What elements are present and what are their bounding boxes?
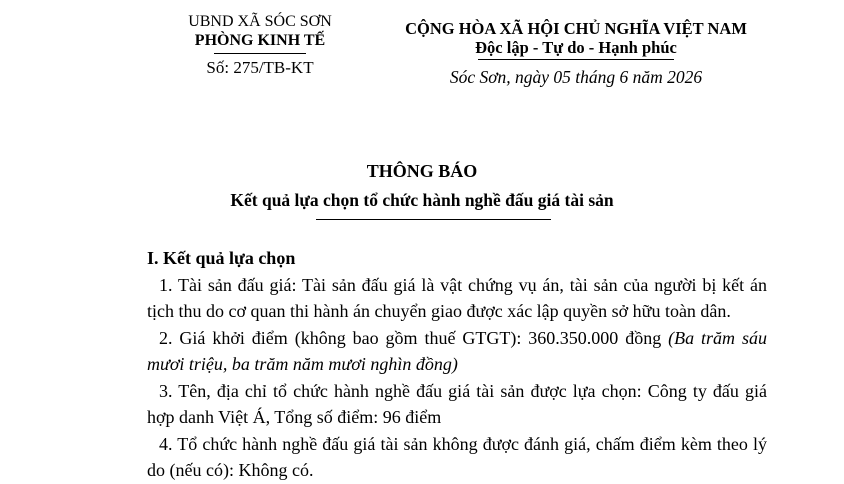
paragraph-item-4: 4. Tổ chức hành nghề đấu giá tài sản không được đánh giá, chấm điểm kèm theo lý do (nếu có): Không có. xyxy=(147,433,767,480)
document-body xyxy=(147,245,767,484)
item-2-amount-in-words: (Ba trăm sáu mươi triệu, ba trăm năm mươi nghìn đồng) xyxy=(147,327,767,374)
issuer-block xyxy=(150,12,370,78)
paragraph-item-1: 1. Tài sản đấu giá: Tài sản đấu giá là vật chứng vụ án, tài sản của người bị kết án tịch thu do cơ quan thi hành án chuyển giao được xác lập quyền sở hữu toàn dân. xyxy=(147,274,767,321)
section-heading: I. Kết quả lựa chọn xyxy=(147,248,296,268)
paragraph-item-3: 3. Tên, địa chỉ tổ chức hành nghề đấu giá tài sản được lựa chọn: Công ty đấu giá hợp danh Việt Á, Tổng số điểm: 96 điểm xyxy=(147,380,767,427)
issuing-department: PHÒNG KINH TẾ xyxy=(194,32,326,49)
place-and-date: Sóc Sơn, ngày 05 tháng 6 năm 2026 xyxy=(449,67,703,87)
issuer-underline xyxy=(214,53,306,54)
paragraph-item-2 xyxy=(147,325,767,378)
parent-organization: UBND XÃ SÓC SƠN xyxy=(188,13,332,30)
motto-underline xyxy=(478,59,674,60)
national-motto: Độc lập - Tự do - Hạnh phúc xyxy=(475,38,677,57)
subtitle-underline xyxy=(316,219,551,220)
national-name: CỘNG HÒA XÃ HỘI CHỦ NGHĨA VIỆT NAM xyxy=(405,19,747,38)
document-number: Số: 275/TB-KT xyxy=(206,58,314,77)
national-heading-block xyxy=(380,19,772,88)
item-2-text: 2. Giá khởi điểm (không bao gồm thuế GTGT): 360.350.000 đồng xyxy=(159,327,669,348)
document-subtitle: Kết quả lựa chọn tổ chức hành nghề đấu giá tài sản xyxy=(230,190,614,210)
document-title: THÔNG BÁO xyxy=(366,161,478,181)
